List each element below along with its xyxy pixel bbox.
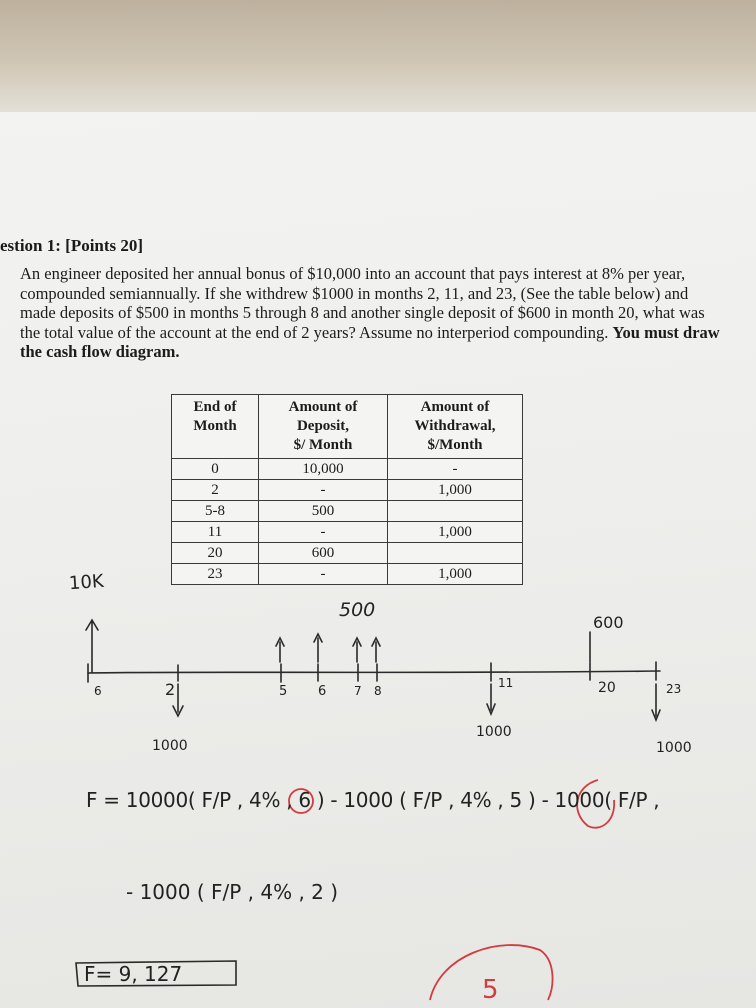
label-10k: 10K — [68, 570, 105, 595]
problem-instruction: You must draw the cash flow diagram. — [20, 322, 720, 361]
tick-label-20: 20 — [598, 680, 616, 696]
tick-label-23: 23 — [666, 682, 682, 696]
cell-deposit: - — [259, 480, 388, 501]
deposit-arrows-500 — [276, 634, 380, 662]
label-500: 500 — [339, 599, 376, 621]
withdraw-label-23: 1000 — [656, 740, 692, 756]
withdraw-arrow-23 — [652, 684, 660, 720]
cell-withdrawal: 1,000 — [388, 480, 523, 501]
cell-deposit: 600 — [259, 543, 388, 564]
cell-deposit: 500 — [259, 501, 388, 522]
grade-score: 5 — [482, 975, 499, 1005]
header-deposit: Amount of Deposit, $/ Month — [259, 395, 388, 459]
cell-month: 23 — [172, 564, 259, 585]
header-withdrawal: Amount of Withdrawal, $/Month — [388, 395, 523, 459]
withdraw-label-11: 1000 — [476, 724, 512, 740]
tick-label-6: 6 — [318, 684, 327, 699]
cell-month: 5-8 — [172, 501, 259, 522]
withdraw-label-2: 1000 — [152, 738, 188, 754]
cell-month: 2 — [172, 480, 259, 501]
tick-label-8: 8 — [374, 684, 382, 698]
question-heading: estion 1: [Points 20] — [0, 236, 144, 255]
timeline-axis — [88, 671, 660, 673]
tick-label-7: 7 — [354, 684, 362, 698]
header-month: End of Month — [172, 395, 259, 459]
tick-label-2: 2 — [165, 680, 176, 699]
cell-withdrawal: 1,000 — [388, 522, 523, 543]
cell-month: 11 — [172, 522, 259, 543]
cell-month: 20 — [172, 543, 259, 564]
problem-text: An engineer deposited her annual bonus of $10,000 into an account that pays interest at 8% per year, compounded semiannually. If she withdrew $1000 in months 2, 11, and 23, (See the table below) and made deposits of $500 in months 5 through 8 and another single deposit of $600 in month 20, what was the total value of the account at the end of 2 years? Assume no interperiod compounding. — [20, 264, 705, 342]
tick-label-5: 5 — [279, 684, 288, 699]
formula-line-1: F = 10000( F/P , 4% , 6 ) - 1000 ( F/P , 4% , 5 ) - 1000( F/P , — [86, 788, 660, 812]
tick-label-11: 11 — [498, 676, 514, 690]
answer-value: F= 9, 127 — [84, 962, 183, 986]
cell-deposit: 10,000 — [259, 459, 388, 480]
cell-deposit: - — [259, 522, 388, 543]
withdraw-arrow-11 — [487, 684, 495, 714]
tick-label-0: 6 — [94, 684, 102, 698]
formula-line-2: - 1000 ( F/P , 4% , 2 ) — [126, 880, 339, 904]
cell-withdrawal: 1,000 — [388, 564, 523, 585]
cell-withdrawal: - — [388, 459, 523, 480]
cell-month: 0 — [172, 459, 259, 480]
label-600: 600 — [593, 613, 624, 632]
cell-deposit: - — [259, 564, 388, 585]
